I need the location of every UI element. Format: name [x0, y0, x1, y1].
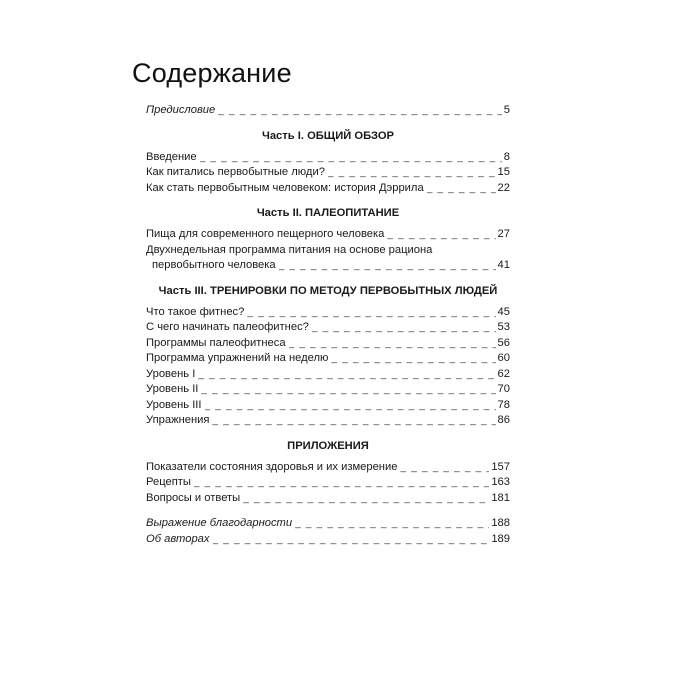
toc-entry-label: Программы палеофитнеса: [146, 336, 286, 349]
toc-entry-label: Уровень III: [146, 398, 202, 411]
toc-entry-label: Показатели состояния здоровья и их измерение: [146, 460, 398, 473]
toc-entry-page: 189: [491, 532, 510, 545]
toc-entry-page: 27: [497, 228, 510, 240]
leader-dots: [205, 398, 496, 414]
toc-entry-label: Рецепты: [146, 476, 191, 488]
toc-entry-label: Уровень I: [146, 367, 196, 380]
toc-entry-page: 157: [491, 460, 510, 473]
leader-dots: [200, 150, 502, 166]
part-heading: Часть II. ПАЛЕОПИТАНИЕ: [256, 207, 400, 219]
toc-entry-label: Пища для современного пещерного человека: [146, 228, 385, 240]
leader-dots: [279, 258, 496, 274]
toc-entry[interactable]: [146, 336, 510, 352]
leader-dots: [312, 320, 496, 336]
toc-entry-page: 15: [497, 166, 510, 178]
toc-entry-page: 45: [497, 305, 510, 318]
leader-dots: [427, 181, 496, 197]
page-title: Содержание: [132, 58, 292, 88]
toc-entry-page: 70: [497, 383, 510, 395]
toc-entry-multiline-second[interactable]: [146, 258, 510, 274]
toc-entry[interactable]: [146, 367, 510, 383]
toc-entry-page: 41: [497, 259, 510, 271]
part-heading: Часть I. ОБЩИЙ ОБЗОР: [261, 129, 395, 142]
section-gap: [146, 506, 510, 516]
leader-dots: [400, 460, 489, 476]
leader-dots: [198, 367, 495, 383]
toc-entry[interactable]: [146, 351, 510, 367]
toc-entry[interactable]: [146, 382, 510, 398]
toc-entry[interactable]: [146, 150, 510, 166]
leader-dots: [247, 305, 495, 321]
toc-entry-label: Уровень II: [146, 383, 199, 395]
toc-entry-label: Выражение благодарности: [146, 517, 293, 529]
toc-entry[interactable]: [146, 398, 510, 414]
toc-entry[interactable]: [146, 227, 510, 243]
toc-entry[interactable]: [146, 516, 510, 532]
toc-entry[interactable]: [146, 460, 510, 476]
toc-entry[interactable]: [146, 532, 510, 548]
toc-entry-page: 60: [497, 352, 510, 364]
leader-dots: [331, 351, 495, 367]
leader-dots: [289, 336, 496, 352]
part-heading: ПРИЛОЖЕНИЯ: [287, 439, 369, 452]
toc-entry-multiline-first[interactable]: [146, 243, 510, 259]
toc-entry-label: Введение: [146, 150, 197, 163]
toc-entry-label: Как питались первобытные люди?: [146, 166, 325, 178]
toc-entry[interactable]: [146, 165, 510, 181]
toc-entry-preface[interactable]: [146, 103, 510, 119]
toc-entry-page: 188: [491, 517, 510, 529]
toc-entry-label: Что такое фитнес?: [146, 305, 245, 318]
toc-entry-label: первобытного человека: [152, 259, 276, 271]
toc-entry-label: Программа упражнений на неделю: [146, 352, 329, 364]
toc-entry-page: 5: [503, 104, 510, 116]
toc-entry-label: С чего начинать палеофитнес?: [146, 321, 309, 333]
leader-dots: [213, 532, 490, 548]
toc-entry-label: Об авторах: [146, 532, 210, 545]
leader-dots: [328, 165, 496, 181]
toc-entry-page: 78: [497, 398, 510, 411]
toc-entry-page: 181: [491, 491, 510, 504]
toc-entry[interactable]: [146, 320, 510, 336]
toc-entry-label: Двухнедельная программа питания на основе рациона: [146, 243, 433, 256]
table-of-contents: [146, 103, 510, 547]
leader-dots: [218, 103, 502, 119]
leader-dots: [194, 475, 489, 491]
toc-entry-page: 56: [497, 336, 510, 349]
toc-entry-page: 8: [503, 150, 510, 163]
leader-dots: [212, 413, 495, 429]
part-heading: Часть III. ТРЕНИРОВКИ ПО МЕТОДУ ПЕРВОБЫТНЫХ ЛЮДЕЙ: [158, 284, 498, 297]
toc-entry-page: 22: [497, 181, 510, 194]
toc-entry-page: 62: [497, 367, 510, 380]
toc-entry[interactable]: [146, 181, 510, 197]
toc-entry[interactable]: [146, 491, 510, 507]
leader-dots: [201, 382, 495, 398]
toc-entry[interactable]: [146, 413, 510, 429]
toc-entry[interactable]: [146, 305, 510, 321]
leader-dots: [243, 491, 489, 507]
toc-entry-label: Вопросы и ответы: [146, 491, 241, 504]
toc-entry-label: Как стать первобытным человеком: история Дэррила: [146, 181, 424, 194]
toc-entry-page: 86: [497, 414, 510, 426]
leader-dots: [387, 227, 495, 243]
toc-entry[interactable]: [146, 475, 510, 491]
leader-dots: [295, 516, 489, 532]
toc-entry-label: Предисловие: [146, 104, 216, 116]
toc-entry-page: 53: [497, 321, 510, 333]
toc-entry-page: 163: [491, 476, 510, 488]
toc-entry-label: Упражнения: [146, 414, 210, 426]
